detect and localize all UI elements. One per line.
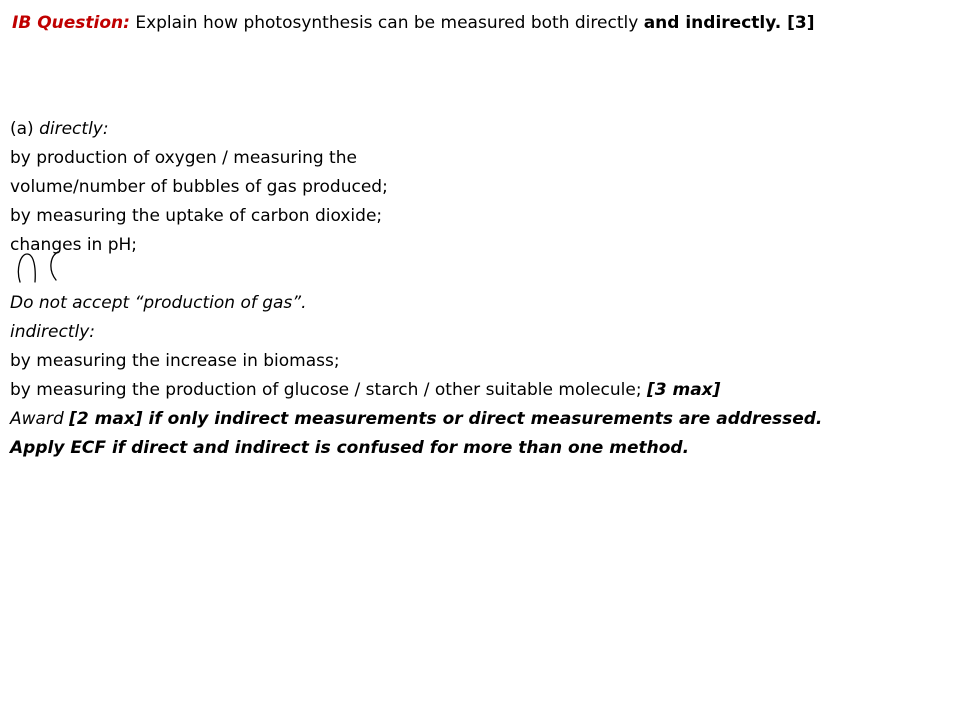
part-a-prefix: (a) bbox=[10, 119, 40, 139]
award-rest: if only indirect measurements or direct measurements are addressed. bbox=[142, 409, 823, 429]
handwritten-scribble-icon bbox=[10, 248, 62, 284]
question-label: IB Question: bbox=[12, 13, 130, 33]
direct-method-line: volume/number of bubbles of gas produced; bbox=[10, 177, 388, 197]
indirect-method-line-max bbox=[10, 376, 950, 405]
direct-method-line: changes in pH; bbox=[10, 235, 138, 255]
indirect-method-text: by measuring the production of glucose / starch / other suitable molecule; bbox=[10, 380, 647, 400]
question-line bbox=[12, 12, 952, 34]
max-mark: [3 max] bbox=[646, 380, 721, 400]
indirect-method-line: by measuring the increase in biomass; bbox=[10, 351, 340, 371]
reject-note: Do not accept “production of gas”. bbox=[10, 293, 307, 313]
markscheme-answer bbox=[10, 115, 950, 463]
direct-method-line: by production of oxygen / measuring the bbox=[10, 148, 357, 168]
direct-method-line: by measuring the uptake of carbon dioxide; bbox=[10, 206, 383, 226]
question-text-bold: and indirectly. [3] bbox=[643, 13, 815, 33]
question-text: Explain how photosynthesis can be measured both directly bbox=[129, 13, 644, 33]
blank-spacer bbox=[10, 260, 950, 289]
indirectly-label: indirectly: bbox=[10, 322, 95, 342]
directly-label: directly: bbox=[39, 119, 109, 139]
award-max: [2 max] bbox=[69, 409, 143, 429]
ecf-note: Apply ECF if direct and indirect is confused for more than one method. bbox=[10, 438, 690, 458]
award-note bbox=[10, 405, 950, 434]
directly-heading bbox=[10, 115, 950, 144]
award-prefix: Award bbox=[10, 409, 70, 429]
